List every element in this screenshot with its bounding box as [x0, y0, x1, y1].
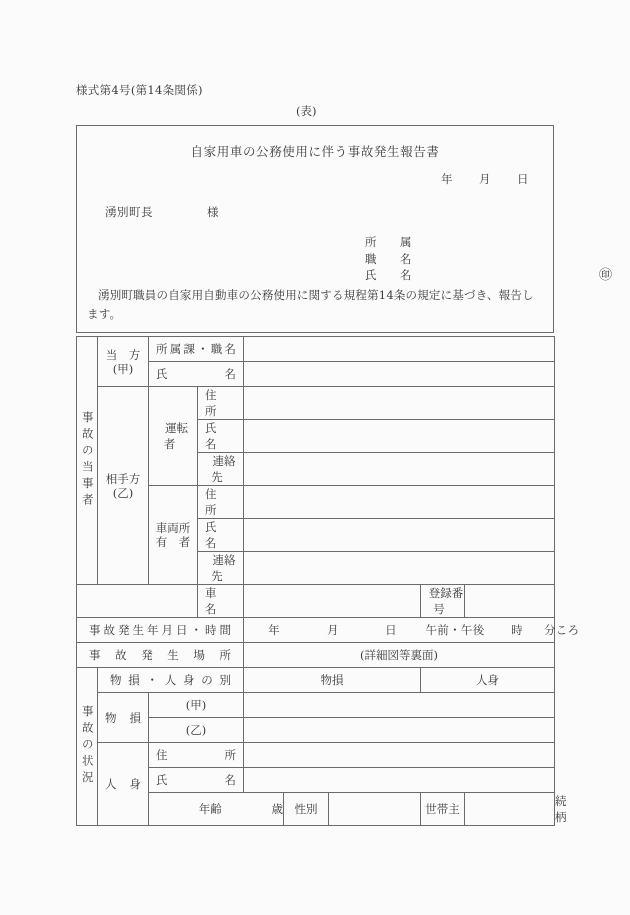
accident-report-table	[76, 336, 580, 826]
position-label: 職 名	[365, 251, 418, 266]
driver-contact-value[interactable]	[244, 453, 555, 486]
property-b-label: (乙)	[185, 723, 207, 737]
vehicle-owner-label-line1: 車両所	[155, 521, 191, 535]
property-a-value[interactable]	[244, 693, 555, 718]
relation-label: 続柄	[555, 794, 567, 824]
datetime-month-label: 月	[327, 623, 339, 637]
table-row	[77, 643, 555, 668]
property-b-value[interactable]	[244, 718, 555, 743]
submission-date	[441, 171, 529, 187]
car-name-label-cell	[198, 585, 244, 618]
damage-type-label: 物損・人身の別	[110, 673, 231, 687]
department-position-label-cell	[149, 337, 244, 362]
table-row	[77, 693, 555, 718]
affiliation-label: 所 属	[365, 235, 418, 249]
table-row	[77, 768, 555, 793]
addressee-honorific: 様	[207, 205, 219, 219]
owner-address-label-cell	[198, 486, 244, 519]
personal-injury-label-cell	[98, 743, 149, 826]
driver-address-label: 住 所	[205, 388, 228, 418]
owner-address-value[interactable]	[244, 486, 555, 519]
injured-name-label-cell	[149, 768, 244, 793]
table-row	[77, 337, 555, 362]
property-a-label: (甲)	[185, 698, 207, 712]
gender-label-cell	[284, 793, 329, 826]
table-row	[77, 362, 555, 387]
our-side-label: 当 方	[105, 347, 141, 362]
gender-label: 性別	[294, 802, 318, 816]
date-day-label: 日	[517, 172, 529, 186]
driver-contact-label: 連絡先	[211, 454, 236, 484]
vehicle-owner-label-cell	[149, 486, 198, 585]
table-row	[77, 486, 555, 519]
table-row	[77, 585, 555, 618]
datetime-label: 事故発生年月日・時間	[89, 623, 231, 637]
our-side-sub-label: (甲)	[112, 361, 134, 376]
our-name-label: 氏 名	[156, 367, 236, 381]
our-name-value[interactable]	[244, 362, 555, 387]
name-row	[365, 267, 418, 284]
our-side-cell	[98, 337, 149, 387]
personal-injury-label: 人 身	[105, 777, 141, 791]
property-damage-label-cell	[98, 693, 149, 743]
driver-name-label-cell	[198, 420, 244, 453]
owner-contact-label: 連絡先	[211, 553, 236, 583]
injured-address-value[interactable]	[244, 743, 555, 768]
damage-type-property-label: 物損	[320, 673, 344, 687]
damage-type-label-cell	[98, 668, 244, 693]
seal-icon: ㊞	[599, 268, 613, 283]
table-row	[77, 387, 555, 420]
registration-number-value[interactable]	[465, 585, 555, 618]
affiliation-row	[365, 234, 418, 251]
property-damage-label: 物 損	[105, 710, 141, 725]
datetime-ampm-label: 午前・午後	[425, 623, 485, 637]
injured-name-value[interactable]	[244, 768, 555, 793]
department-position-value[interactable]	[244, 337, 555, 362]
datetime-year-label: 年	[268, 623, 280, 637]
vehicle-owner-label-line2: 有 者	[155, 535, 191, 549]
age-label: 年齢	[198, 802, 222, 816]
driver-address-label-cell	[198, 387, 244, 420]
damage-type-personal-cell[interactable]	[421, 668, 555, 693]
registration-number-label-cell	[421, 585, 465, 618]
addressee-name: 湧別町長	[105, 205, 153, 219]
place-label: 事故発生場所	[89, 648, 231, 662]
registration-number-label: 登録番号	[428, 586, 464, 616]
injured-address-label-cell	[149, 743, 244, 768]
place-note: (詳細図等裏面)	[360, 648, 438, 662]
parties-header-cell	[77, 337, 98, 585]
signature-block	[365, 234, 613, 284]
table-row	[77, 743, 555, 768]
owner-name-value[interactable]	[244, 519, 555, 552]
document-title: 自家用車の公務使用に伴う事故発生報告書	[190, 144, 440, 159]
table-row	[77, 618, 555, 643]
injured-address-label: 住 所	[156, 748, 236, 762]
car-name-value[interactable]	[244, 585, 421, 618]
driver-contact-label-cell	[198, 453, 244, 486]
property-b-label-cell	[149, 718, 244, 743]
situation-header-cell	[77, 668, 98, 826]
form-number: 様式第4号(第14条関係)	[76, 83, 203, 97]
gender-value[interactable]	[329, 793, 421, 826]
date-year-label: 年	[441, 172, 453, 186]
datetime-minute-label: 分ころ	[544, 623, 580, 637]
other-side-sub-label: (乙)	[112, 485, 134, 500]
owner-contact-value[interactable]	[244, 552, 555, 585]
driver-label-cell	[149, 387, 198, 486]
place-value-cell[interactable]	[244, 643, 555, 668]
table-row	[77, 793, 555, 826]
datetime-hour-label: 時	[511, 623, 523, 637]
datetime-value-cell[interactable]	[244, 618, 580, 643]
name-label: 氏 名	[365, 268, 418, 282]
department-position-label: 所属課・職名	[156, 342, 236, 356]
owner-contact-label-cell	[198, 552, 244, 585]
parties-header-label: 事故の当事者	[80, 411, 95, 510]
position-row	[365, 251, 418, 268]
spacer-cell	[77, 585, 198, 618]
householder-label-cell	[421, 793, 465, 826]
table-row	[77, 718, 555, 743]
owner-address-label: 住 所	[205, 487, 228, 517]
situation-header-label: 事故の状況	[80, 705, 95, 788]
datetime-label-cell	[77, 618, 244, 643]
owner-name-label-cell	[198, 519, 244, 552]
householder-value[interactable]	[465, 793, 555, 826]
side-mark: (表)	[296, 104, 317, 118]
property-a-label-cell	[149, 693, 244, 718]
statement-text: 湧別町職員の自家用自動車の公務使用に関する規程第14条の規定に基づき、報告します。	[87, 288, 534, 321]
other-side-label: 相手方	[105, 471, 141, 486]
driver-label: 運転者	[163, 421, 188, 451]
householder-label: 世帯主	[425, 802, 460, 816]
driver-name-label: 氏 名	[205, 421, 228, 451]
car-name-label: 車 名	[205, 586, 228, 616]
preamble-box	[76, 125, 613, 333]
addressee	[105, 204, 219, 220]
date-month-label: 月	[479, 172, 491, 186]
owner-name-label: 氏 名	[205, 520, 228, 550]
place-label-cell	[77, 643, 244, 668]
damage-type-personal-label: 人身	[476, 673, 499, 687]
damage-type-property-cell[interactable]	[244, 668, 421, 693]
driver-name-value[interactable]	[244, 420, 555, 453]
injured-name-label: 氏 名	[156, 773, 236, 787]
datetime-day-label: 日	[385, 623, 397, 637]
our-name-label-cell	[149, 362, 244, 387]
table-row	[77, 668, 555, 693]
age-unit-label: 歳	[271, 802, 283, 816]
other-side-cell	[98, 387, 149, 585]
age-cell[interactable]	[149, 793, 284, 826]
driver-address-value[interactable]	[244, 387, 555, 420]
